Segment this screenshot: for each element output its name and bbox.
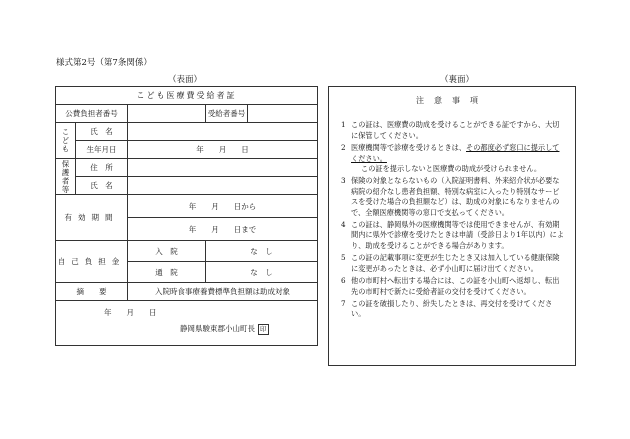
note-subtext: この証を提示しないと医療費の助成が受けられません。 bbox=[361, 164, 542, 174]
validity-label: 有効期間 bbox=[56, 195, 128, 241]
note-item bbox=[341, 299, 565, 320]
child-group-label: こども bbox=[61, 127, 70, 154]
inpatient-value: な し bbox=[206, 241, 318, 262]
child-name-label: 氏 名 bbox=[76, 123, 128, 141]
note-text: この証は、医療費の助成を受けることができる証ですから、大切に保管してください。 bbox=[351, 120, 560, 140]
seal-mark: 印 bbox=[260, 325, 267, 333]
note-text bbox=[351, 143, 565, 174]
validity-to: 年 月 日まで bbox=[128, 218, 318, 241]
front-caption: （表面） bbox=[168, 75, 203, 85]
summary-label: 摘 要 bbox=[56, 283, 128, 301]
note-item bbox=[341, 220, 565, 251]
card-title: こども医療費受給者証 bbox=[56, 87, 318, 105]
address-value bbox=[128, 159, 318, 177]
note-item bbox=[341, 276, 565, 297]
note-number: 7 bbox=[341, 298, 346, 308]
issuer-line bbox=[56, 317, 317, 335]
public-payer-label: 公費負担者番号 bbox=[56, 105, 128, 123]
form-number: 様式第2号（第7条関係） bbox=[56, 58, 152, 68]
notes-title: 注意事項 bbox=[416, 96, 488, 105]
outpatient-label: 通 院 bbox=[128, 262, 206, 283]
issuer-block bbox=[56, 301, 318, 346]
birth-value: 年 月 日 bbox=[128, 141, 318, 159]
recipient-no-value bbox=[248, 105, 318, 123]
note-item bbox=[341, 120, 565, 141]
back-caption: （裏面） bbox=[440, 75, 475, 85]
note-text: この証を破損したり、紛失したときは、再交付を受けてください。 bbox=[351, 298, 553, 319]
note-number: 6 bbox=[341, 276, 346, 286]
note-number: 1 bbox=[341, 120, 346, 130]
guardian-name-value bbox=[128, 177, 318, 195]
front-card bbox=[55, 86, 318, 346]
inpatient-label: 入 院 bbox=[128, 241, 206, 262]
note-number: 4 bbox=[341, 220, 346, 230]
note-text: 保険の対象とならないもの（入院証明書料、外来紹介状が必要な病院の紹介なし患者負担額、特別な病室に入ったり特別なサービスを受けた場合の負担額など）は、助成の対象にもなりませんので、全額医療機関等の窓口で支払ってください。 bbox=[351, 176, 560, 217]
birth-label: 生年月日 bbox=[76, 141, 128, 159]
note-item bbox=[341, 176, 565, 218]
validity-from: 年 月 日から bbox=[128, 195, 318, 218]
recipient-no-label: 受給者番号 bbox=[206, 105, 248, 123]
note-item bbox=[341, 253, 565, 274]
public-payer-value bbox=[128, 105, 206, 123]
note-text-part: 医療機関等で診療を受けるときは、 bbox=[351, 143, 467, 153]
copay-label: 自己負担金 bbox=[56, 241, 128, 283]
note-number: 5 bbox=[341, 253, 346, 263]
notes-list bbox=[341, 120, 565, 319]
note-item bbox=[341, 143, 565, 174]
issuer-name: 静岡県駿東郡小山町長 bbox=[180, 324, 255, 333]
issue-date: 年 月 日 bbox=[104, 308, 157, 317]
note-number: 2 bbox=[341, 143, 346, 153]
note-text-underlined: その都度必ず窓口に提示してください。 bbox=[351, 143, 560, 163]
child-name-value bbox=[128, 123, 318, 141]
address-label: 住 所 bbox=[76, 159, 128, 177]
note-text: この証の記載事項に変更が生じたとき又は加入している健康保険に変更があったときは、必ず小山町に届け出てください。 bbox=[351, 253, 560, 273]
back-card bbox=[328, 86, 576, 366]
note-text: 他の市町村へ転出する場合には、この証を小山町へ返却し、転出先の市町村で新たに受給者証の交付を受けてください。 bbox=[351, 276, 560, 296]
outpatient-value: な し bbox=[206, 262, 318, 283]
summary-value: 入院時食事療養費標準負担額は助成対象 bbox=[128, 283, 318, 301]
guardian-name-label: 氏 名 bbox=[76, 177, 128, 195]
note-text: この証は、静岡県外の医療機関等では使用できませんが、有効期間内に県外で診療を受けたときは申請（受診日より1年以内）により、助成を受けることができる場合があります。 bbox=[351, 220, 565, 250]
guardian-group-label: 保護者等 bbox=[61, 159, 70, 194]
note-number: 3 bbox=[341, 176, 346, 186]
